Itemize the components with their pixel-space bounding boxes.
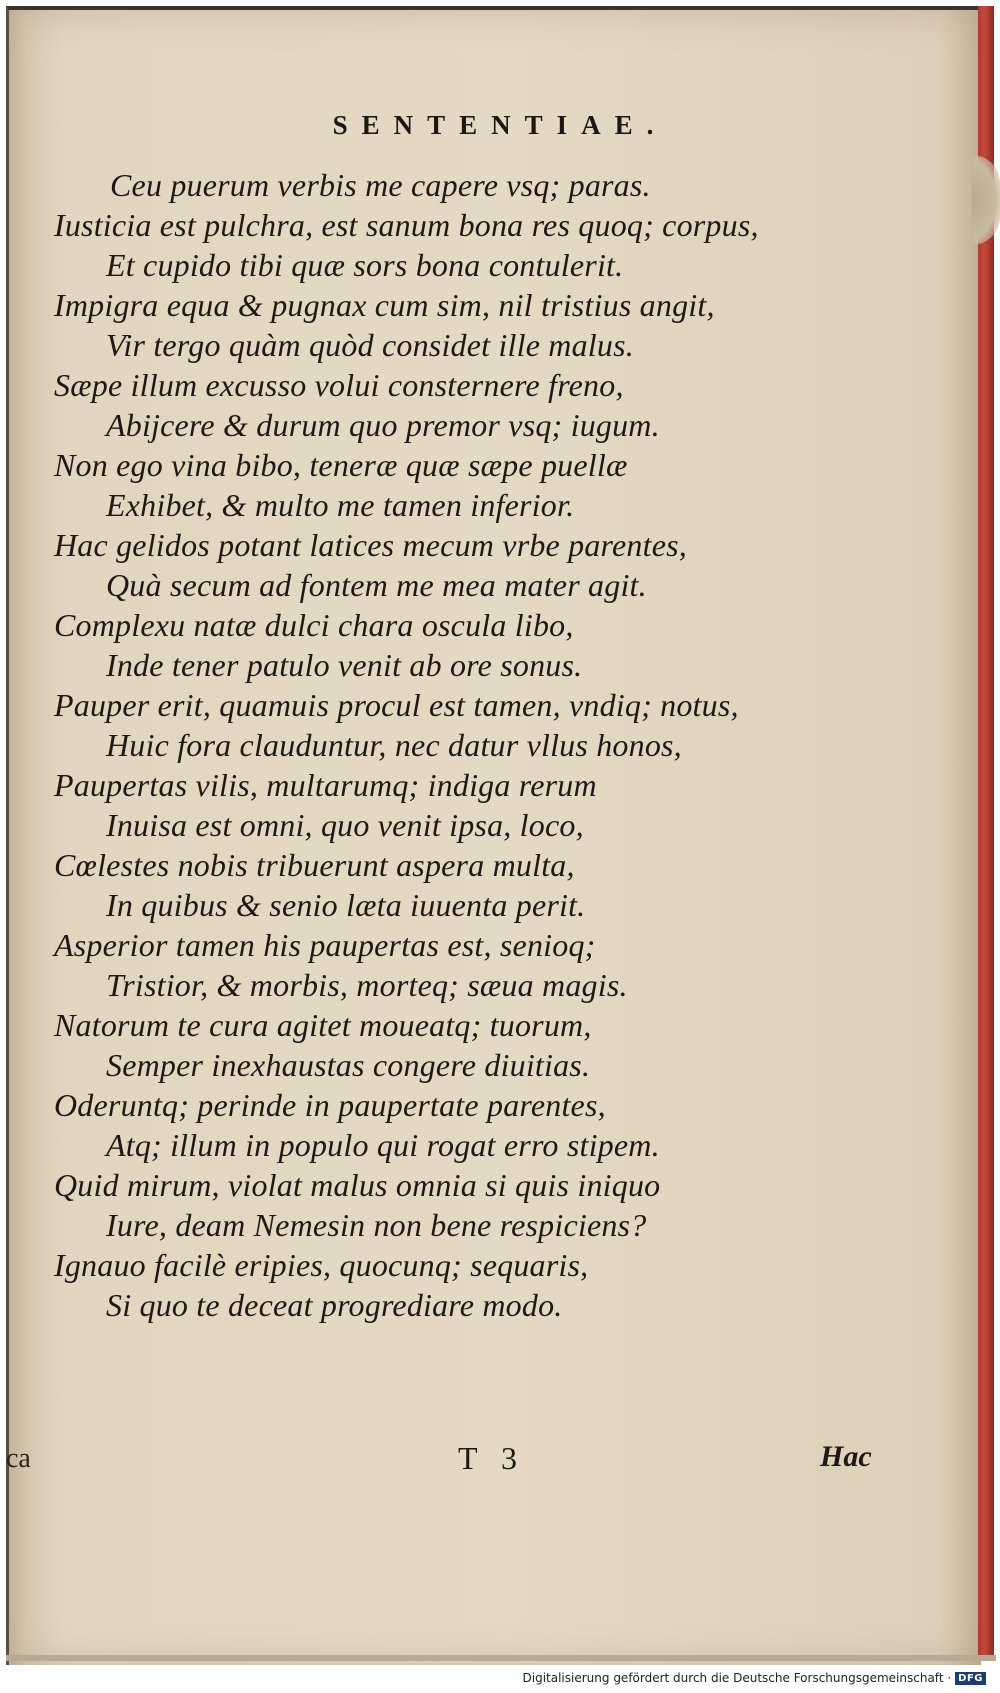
dfg-logo-icon: DFG — [955, 1672, 986, 1685]
page-tab-shadow — [972, 155, 1000, 245]
verse-line: Quà secum ad fontem me mea mater agit. — [106, 567, 647, 603]
verse-line: Natorum te cura agitet moueatq; tuorum, — [54, 1007, 592, 1043]
verse-line: Inde tener patulo venit ab ore sonus. — [106, 647, 583, 683]
verse-line: Paupertas vilis, multarumq; indiga rerum — [54, 767, 597, 803]
margin-fragment: ca — [6, 1443, 31, 1474]
verse-line: Iure, deam Nemesin non bene respiciens? — [106, 1207, 647, 1243]
verse-line: Atq; illum in populo qui rogat erro stipem. — [106, 1127, 660, 1163]
verse-line: Pauper erit, quamuis procul est tamen, vndiq; notus, — [54, 687, 739, 723]
verse-line: Quid mirum, violat malus omnia si quis iniquo — [54, 1167, 661, 1203]
verse-line: Tristior, & morbis, morteq; sæua magis. — [106, 967, 628, 1003]
verse-line: Huic fora clauduntur, nec datur vllus honos, — [106, 727, 682, 763]
verse-line: Oderuntq; perinde in paupertate parentes, — [54, 1087, 606, 1123]
verse-line: Et cupido tibi quæ sors bona contulerit. — [106, 247, 624, 283]
footer-credit-text: Digitalisierung gefördert durch die Deutsche Forschungsgemeinschaft · — [522, 1671, 952, 1685]
verse-line: Non ego vina bibo, teneræ quæ sæpe puellæ — [54, 447, 628, 483]
verse-line: In quibus & senio læta iuuenta perit. — [106, 887, 586, 923]
verse-line: Si quo te deceat progrediare modo. — [106, 1287, 563, 1323]
verse-line: Complexu natæ dulci chara oscula libo, — [54, 607, 574, 643]
verse-line: Semper inexhaustas congere diuitias. — [106, 1047, 591, 1083]
verse-line: Impigra equa & pugnax cum sim, nil tristius angit, — [54, 287, 715, 323]
signature-mark: T 3 — [458, 1440, 525, 1476]
verse-line: Vir tergo quàm quòd considet ille malus. — [106, 327, 634, 363]
verse-line: Sæpe illum excusso volui consternere freno, — [54, 367, 624, 403]
verse-line: Ceu puerum verbis me capere vsq; paras. — [110, 167, 651, 203]
verse-line: Hac gelidos potant latices mecum vrbe parentes, — [54, 527, 687, 563]
red-fore-edge — [978, 6, 994, 1661]
digitization-footer — [523, 1671, 986, 1685]
verse-line: Asperior tamen his paupertas est, senioq; — [54, 927, 596, 963]
verse-line: Abijcere & durum quo premor vsq; iugum. — [106, 407, 660, 443]
verse-line: Inuisa est omni, quo venit ipsa, loco, — [106, 807, 584, 843]
catchword: Hac — [820, 1440, 872, 1473]
page-bottom-edge — [6, 1655, 996, 1661]
running-header: SENTENTIAE. — [332, 110, 668, 140]
verse-line: Cœlestes nobis tribuerunt aspera multa, — [54, 847, 575, 883]
verse-line: Iusticia est pulchra, est sanum bona res quoq; corpus, — [54, 207, 759, 243]
verse-line: Exhibet, & multo me tamen inferior. — [106, 487, 575, 523]
verse-line: Ignauo facilè eripies, quocunq; sequaris, — [54, 1247, 589, 1283]
